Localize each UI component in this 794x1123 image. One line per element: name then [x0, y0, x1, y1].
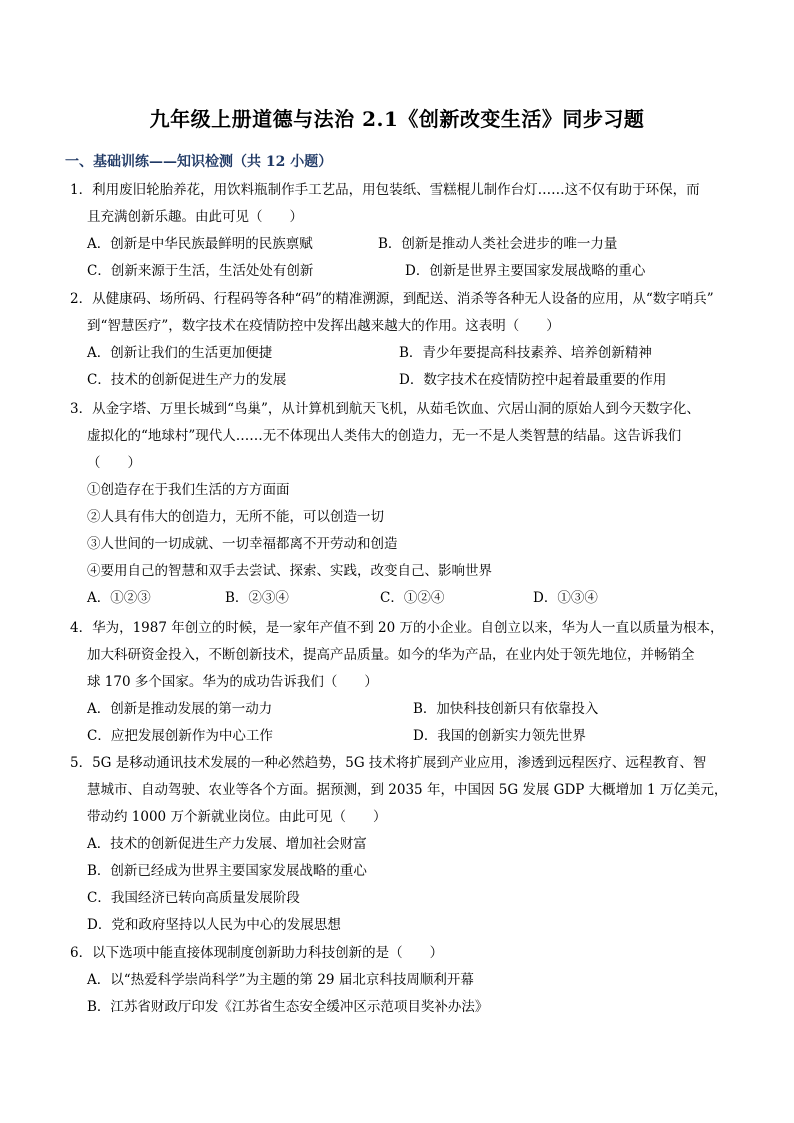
option-d: D．我国的创新实力领先世界 [413, 728, 586, 744]
option-c: C．应把发展创新作为中心工作 [87, 728, 273, 744]
option-a: A．①②③ [87, 590, 151, 606]
statement-3: ③人世间的一切成就、一切幸福都离不开劳动和创造 [87, 536, 398, 552]
option-row [70, 367, 735, 394]
question-text: 且充满创新乐趣。由此可见（ ） [87, 209, 303, 225]
section-heading: 一、基础训练——知识检测（共 12 小题） [65, 154, 333, 170]
question-text: 球 170 多个国家。华为的成功告诉我们（ ） [87, 674, 378, 690]
statement-1: ①创造存在于我们生活的方方面面 [87, 482, 290, 498]
option-b: B．江苏省财政厅印发《江苏省生态安全缓冲区示范项目奖补办法》 [87, 999, 489, 1015]
option-b: B．加快科技创新只有依靠投入 [413, 701, 599, 717]
question-1 [70, 177, 735, 285]
question-text: 6．以下选项中能直接体现制度创新助力科技创新的是（ ） [70, 945, 444, 961]
option-d: D．①③④ [533, 590, 598, 606]
option-row [70, 231, 735, 258]
option-a: A．创新是推动发展的第一动力 [87, 701, 273, 717]
option-b: B．青少年要提高科技素养、培养创新精神 [399, 345, 652, 361]
option-b: B．创新是推动人类社会进步的唯一力量 [378, 236, 618, 252]
option-a: A．技术的创新促进生产力发展、增加社会财富 [87, 836, 367, 852]
question-3 [70, 396, 735, 612]
option-row [70, 585, 735, 612]
statement-2: ②人具有伟大的创造力，无所不能，可以创造一切 [87, 509, 384, 525]
question-text: 4．华为，1987 年创立的时候，是一家年产值不到 20 万的小企业。自创立以来，华为人一直以质量为根本， [70, 620, 724, 636]
question-text: 慧城市、自动驾驶、农业等各个方面。据预测，到 2035 年，中国因 5G 发展 GDP 大概增加 1 万亿美元， [87, 782, 728, 798]
question-text: 带动约 1000 万个新就业岗位。由此可见（ ） [87, 809, 387, 825]
option-c: C．创新来源于生活，生活处处有创新 [87, 263, 314, 279]
question-text: 5．5G 是移动通讯技术发展的一种必然趋势，5G 技术将扩展到产业应用，渗透到远程医疗、远程教育、智 [70, 755, 707, 771]
question-4 [70, 615, 735, 750]
question-2 [70, 286, 735, 394]
option-a: A．创新是中华民族最鲜明的民族禀赋 [87, 236, 313, 252]
option-c: C．技术的创新促进生产力的发展 [87, 372, 287, 388]
option-row [70, 696, 735, 723]
option-row [70, 258, 735, 285]
question-text: 加大科研资金投入，不断创新技术，提高产品质量。如今的华为产品，在业内处于领先地位，并畅销全 [87, 647, 695, 663]
option-d: D．数字技术在疫情防控中起着最重要的作用 [399, 372, 667, 388]
option-b: B．创新已经成为世界主要国家发展战略的重心 [87, 863, 367, 879]
question-text: 到“智慧医疗”，数字技术在疫情防控中发挥出越来越大的作用。这表明（ ） [87, 318, 560, 334]
question-text: 虚拟化的“地球村”现代人……无不体现出人类伟大的创造力，无一不是人类智慧的结晶。这告诉我们 [87, 428, 682, 444]
question-5 [70, 750, 735, 939]
question-6 [70, 940, 735, 1021]
option-row [70, 340, 735, 367]
document-title: 九年级上册道德与法治 2.1《创新改变生活》同步习题 [149, 107, 645, 131]
option-d: D．党和政府坚持以人民为中心的发展思想 [87, 917, 341, 933]
question-text: 2．从健康码、场所码、行程码等各种“码”的精准溯源，到配送、消杀等各种无人设备的应用，从“数字哨兵” [70, 291, 714, 307]
question-text: （ ） [87, 455, 141, 471]
option-b: B．②③④ [225, 590, 289, 606]
option-c: C．①②④ [380, 590, 445, 606]
option-d: D．创新是世界主要国家发展战略的重心 [405, 263, 646, 279]
option-row [70, 723, 735, 750]
question-text: 3．从金字塔、万里长城到“鸟巢”，从计算机到航天飞机，从茹毛饮血、穴居山洞的原始人到今天数字化、 [70, 401, 700, 417]
option-a: A．以“热爱科学崇尚科学”为主题的第 29 届北京科技周顺利开幕 [87, 972, 474, 988]
statement-4: ④要用自己的智慧和双手去尝试、探索、实践，改变自己、影响世界 [87, 563, 492, 579]
option-c: C．我国经济已转向高质量发展阶段 [87, 890, 300, 906]
question-text: 1．利用废旧轮胎养花，用饮料瓶制作手工艺品，用包装纸、雪糕棍儿制作台灯……这不仅有助于环保，而 [70, 182, 700, 198]
option-a: A．创新让我们的生活更加便捷 [87, 345, 273, 361]
